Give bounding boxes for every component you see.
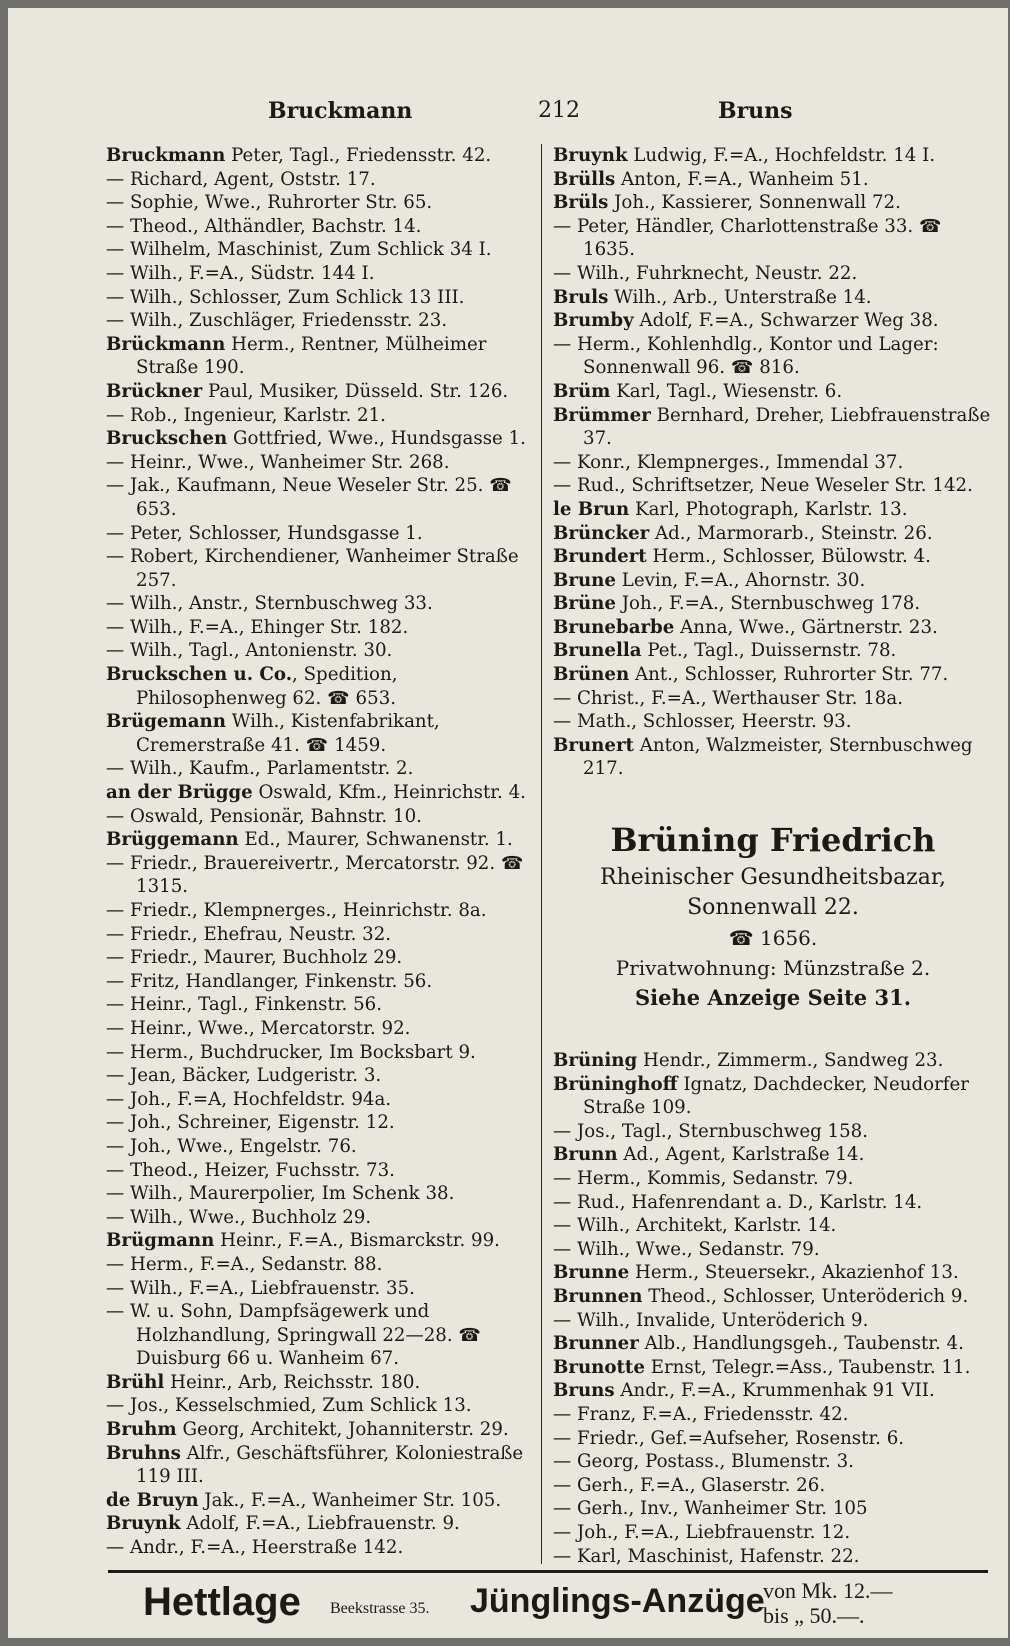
- entry-details: — Friedr., Ehefrau, Neustr. 32.: [106, 923, 392, 945]
- directory-entry: [106, 710, 536, 757]
- entry-details: Heinr., Arb, Reichsstr. 180.: [164, 1371, 421, 1393]
- entry-details: — Wilh., Tagl., Antonienstr. 30.: [106, 640, 393, 662]
- advert-box: [553, 817, 993, 1013]
- entry-surname: Bruns: [553, 1380, 615, 1402]
- directory-entry: [106, 781, 536, 805]
- entry-details: — Heinr., Wwe., Wanheimer Str. 268.: [106, 451, 450, 473]
- directory-entry: [106, 639, 536, 663]
- directory-entry: [553, 1403, 993, 1427]
- directory-entry: [553, 545, 993, 569]
- directory-entry: [106, 1064, 536, 1088]
- directory-entry: [553, 1285, 993, 1309]
- entry-details: — Wilh., F.=A., Südstr. 144 I.: [106, 262, 375, 284]
- entry-details: — Herm., Buchdrucker, Im Bocksbart 9.: [106, 1041, 476, 1063]
- entry-details: Pet., Tagl., Duissernstr. 78.: [641, 640, 897, 662]
- directory-entry: [553, 191, 993, 215]
- entry-surname: Brunn: [553, 1144, 618, 1166]
- entry-surname: Brumby: [553, 310, 634, 332]
- entry-details: — Joh., F.=A., Liebfrauenstr. 12.: [553, 1521, 851, 1543]
- entry-details: — Theod., Althändler, Bachstr. 14.: [106, 215, 422, 237]
- entry-details: Herm., Schlosser, Bülowstr. 4.: [646, 546, 931, 568]
- directory-entry: [553, 309, 993, 333]
- directory-entry: [553, 1191, 993, 1215]
- entry-details: Paul, Musiker, Düsseld. Str. 126.: [202, 380, 509, 402]
- entry-surname: Bruynk: [106, 1513, 181, 1535]
- entry-details: — Peter, Händler, Charlottenstraße 33. ☎ 1635.: [553, 215, 942, 261]
- entry-surname: Brügmann: [106, 1230, 215, 1252]
- entry-surname: le Brun: [553, 498, 630, 520]
- entry-details: — Rob., Ingenieur, Karlstr. 21.: [106, 404, 386, 426]
- entry-surname: Brüls: [553, 192, 609, 214]
- directory-entry: [553, 1073, 993, 1120]
- directory-entry: [553, 1309, 993, 1333]
- entry-details: Ad., Marmorarb., Steinstr. 26.: [649, 522, 933, 544]
- entry-surname: Bruls: [553, 286, 609, 308]
- entry-details: — Friedr., Gef.=Aufseher, Rosenstr. 6.: [553, 1427, 905, 1449]
- entry-details: — Rud., Schriftsetzer, Neue Weseler Str. 142.: [553, 475, 973, 497]
- entry-details: — Wilh., F.=A., Ehinger Str. 182.: [106, 616, 409, 638]
- entry-details: — Herm., Kohlenhdlg., Kontor und Lager: Sonnenwall 96. ☎ 816.: [553, 333, 939, 379]
- entry-details: — Wilh., F.=A., Liebfrauenstr. 35.: [106, 1277, 415, 1299]
- entry-details: — Karl, Maschinist, Hafenstr. 22.: [553, 1545, 860, 1567]
- directory-entry: [553, 1261, 993, 1285]
- entry-details: — Herm., F.=A., Sedanstr. 88.: [106, 1253, 383, 1275]
- advert-line2: Sonnenwall 22.: [687, 895, 859, 921]
- entry-details: — Wilh., Wwe., Sedanstr. 79.: [553, 1238, 820, 1260]
- entry-details: Ignatz, Dachdecker, Neudorfer Straße 109.: [583, 1073, 969, 1119]
- entry-details: Wilh., Kistenfabrikant, Cremerstraße 41. ☎ 1459.: [136, 711, 440, 756]
- entry-details: — Math., Schlosser, Heerstr. 93.: [553, 711, 852, 733]
- entry-surname: Brunotte: [553, 1356, 645, 1378]
- entry-details: Georg, Architekt, Johanniterstr. 29.: [176, 1419, 509, 1441]
- page-header: [108, 98, 988, 138]
- entry-details: — Franz, F.=A., Friedensstr. 42.: [553, 1403, 849, 1425]
- entry-details: — Oswald, Pensionär, Bahnstr. 10.: [106, 805, 422, 827]
- directory-entry: [106, 427, 536, 451]
- entry-details: Wilh., Arb., Unterstraße 14.: [608, 286, 872, 308]
- entry-surname: Brühl: [106, 1371, 165, 1393]
- directory-entry: [553, 1214, 993, 1238]
- entry-surname: Bruckmann: [106, 145, 226, 166]
- directory-entry: [106, 970, 536, 994]
- entry-surname: Brüne: [553, 593, 616, 615]
- footer-rule: [108, 1570, 988, 1573]
- directory-entry: [106, 191, 536, 215]
- entry-details: Gottfried, Wwe., Hundsgasse 1.: [227, 428, 526, 450]
- directory-entry: [106, 993, 536, 1017]
- entry-details: — Theod., Heizer, Fuchsstr. 73.: [106, 1159, 395, 1181]
- directory-entry: [553, 687, 993, 711]
- entry-details: — Friedr., Klempnerges., Heinrichstr. 8a.: [106, 900, 487, 921]
- directory-entry: [106, 333, 536, 380]
- entry-details: Alb., Handlungsgeh., Taubenstr. 4.: [638, 1333, 964, 1355]
- directory-entry: [106, 309, 536, 333]
- entry-details: Ed., Maurer, Schwanenstr. 1.: [238, 829, 513, 851]
- directory-entry: [106, 1111, 536, 1135]
- entry-details: Karl, Tagl., Wiesenstr. 6.: [610, 380, 843, 402]
- directory-entry: [106, 757, 536, 781]
- entry-surname: Bruhns: [106, 1442, 181, 1464]
- directory-entry: [106, 592, 536, 616]
- directory-entry: [553, 1474, 993, 1498]
- entry-details: — Joh., Wwe., Engelstr. 76.: [106, 1135, 357, 1157]
- entry-surname: Brünen: [553, 664, 630, 686]
- directory-entry: [106, 923, 536, 947]
- entry-details: — Heinr., Wwe., Mercatorstr. 92.: [106, 1017, 411, 1039]
- directory-entry: [106, 1512, 536, 1536]
- entry-surname: Brunebarbe: [553, 616, 675, 638]
- entry-details: — Gerh., Inv., Wanheimer Str. 105: [553, 1498, 868, 1520]
- advert-see: Siehe Anzeige Seite 31.: [634, 985, 912, 1011]
- advert-title: Brüning Friedrich: [610, 821, 936, 860]
- directory-entry: [553, 144, 993, 168]
- entry-details: — Joh., Schreiner, Eigenstr. 12.: [106, 1112, 395, 1134]
- entry-details: — Rud., Hafenrendant a. D., Karlstr. 14.: [553, 1191, 923, 1213]
- directory-entry: [553, 262, 993, 286]
- entry-details: — Jos., Tagl., Sternbuschweg 158.: [553, 1120, 869, 1142]
- entry-details: — Wilh., Maurerpolier, Im Schenk 38.: [106, 1183, 455, 1205]
- entry-details: Ant., Schlosser, Ruhrorter Str. 77.: [629, 664, 949, 686]
- directory-entry: [106, 663, 536, 710]
- entry-details: — W. u. Sohn, Dampfsägewerk und Holzhandlung, Springwall 22—28. ☎ Duisburg 66 u. Wanheim 67.: [106, 1301, 482, 1370]
- directory-entry: [106, 852, 536, 899]
- entry-details: — Jak., Kaufmann, Neue Weseler Str. 25. ☎ 653.: [106, 475, 512, 520]
- entry-details: — Heinr., Tagl., Finkenstr. 56.: [106, 994, 382, 1016]
- directory-entry: [553, 569, 993, 593]
- directory-entry: [106, 262, 536, 286]
- directory-entry: [553, 522, 993, 546]
- directory-entry: [553, 380, 993, 404]
- entry-details: Herm., Steuersekr., Akazienhof 13.: [629, 1262, 959, 1284]
- directory-entry: [106, 286, 536, 310]
- entry-surname: Brüncker: [553, 522, 650, 544]
- entry-surname: Brüggemann: [106, 829, 239, 851]
- entry-details: — Friedr., Maurer, Buchholz 29.: [106, 947, 403, 969]
- directory-entry: [553, 168, 993, 192]
- entry-details: Andr., F.=A., Krummenhak 91 VII.: [614, 1380, 935, 1402]
- directory-entry: [553, 1049, 993, 1073]
- directory-entry: [106, 215, 536, 239]
- directory-entry: [553, 474, 993, 498]
- footer-headline: Jünglings-Anzüge: [470, 1582, 765, 1620]
- entry-surname: Brunella: [553, 640, 642, 662]
- directory-entry: [553, 215, 993, 262]
- entry-details: — Sophie, Wwe., Ruhrorter Str. 65.: [106, 192, 433, 214]
- entry-details: Ludwig, F.=A., Hochfeldstr. 14 I.: [627, 145, 936, 166]
- header-right-keyword: Bruns: [718, 98, 793, 124]
- entry-surname: Brückmann: [106, 333, 226, 355]
- entry-details: Anna, Wwe., Gärtnerstr. 23.: [674, 616, 938, 638]
- directory-entry: [106, 404, 536, 428]
- directory-entry: [553, 1427, 993, 1451]
- entry-details: Hendr., Zimmerm., Sandweg 23.: [637, 1050, 944, 1072]
- entry-details: Alfr., Geschäftsführer, Koloniestraße 119 III.: [136, 1442, 524, 1488]
- footer-address: Beekstrasse 35.: [330, 1600, 430, 1617]
- entry-details: Jak., F.=A., Wanheimer Str. 105.: [198, 1489, 502, 1511]
- footer-brand: Hettlage: [143, 1580, 301, 1624]
- directory-entry: [106, 522, 536, 546]
- advert-line1: Rheinischer Gesundheitsbazar,: [600, 865, 946, 891]
- directory-entry: [106, 1041, 536, 1065]
- entry-details: — Peter, Schlosser, Hundsgasse 1.: [106, 522, 423, 544]
- entry-details: Levin, F.=A., Ahornstr. 30.: [615, 569, 866, 591]
- entry-surname: Brüning: [553, 1050, 638, 1072]
- directory-entry: [106, 1442, 536, 1489]
- entry-details: — Wilh., Fuhrknecht, Neustr. 22.: [553, 262, 858, 284]
- directory-entry: [106, 451, 536, 475]
- directory-entry: [106, 1300, 536, 1371]
- directory-entry: [553, 663, 993, 687]
- entry-details: — Wilh., Kaufm., Parlamentstr. 2.: [106, 758, 414, 780]
- entry-details: — Jos., Kesselschmied, Zum Schlick 13.: [106, 1395, 472, 1417]
- entry-details: — Andr., F.=A., Heerstraße 142.: [106, 1537, 404, 1559]
- directory-entry: [106, 1277, 536, 1301]
- entry-details: Bernhard, Dreher, Liebfrauenstraße 37.: [583, 404, 991, 450]
- entry-surname: Bruhm: [106, 1419, 177, 1441]
- directory-entry: [553, 1356, 993, 1380]
- footer-price-line1: von Mk. 12.—: [763, 1578, 893, 1603]
- entry-details: — Wilh., Schlosser, Zum Schlick 13 III.: [106, 286, 465, 308]
- directory-entry: [106, 545, 536, 592]
- directory-entry: [106, 1394, 536, 1418]
- directory-entry: [553, 1143, 993, 1167]
- header-left-keyword: Bruckmann: [268, 98, 413, 124]
- directory-entry: [106, 1159, 536, 1183]
- entry-details: — Georg, Postass., Blumenstr. 3.: [553, 1451, 854, 1473]
- directory-entry: [106, 1017, 536, 1041]
- entry-details: — Friedr., Brauereivertr., Mercatorstr. 92. ☎ 1315.: [106, 852, 524, 898]
- column-divider: [541, 144, 542, 1564]
- entry-details: Peter, Tagl., Friedensstr. 42.: [225, 145, 492, 166]
- directory-entry: [553, 1545, 993, 1569]
- directory-entry: [553, 616, 993, 640]
- footer-advert: [108, 1578, 988, 1638]
- entry-surname: Bruynk: [553, 145, 628, 166]
- entry-details: Anton, F.=A., Wanheim 51.: [615, 168, 869, 190]
- entry-details: — Konr., Klempnerges., Immendal 37.: [553, 451, 904, 473]
- directory-entry: [553, 498, 993, 522]
- entry-details: — Richard, Agent, Oststr. 17.: [106, 168, 376, 190]
- directory-entry: [106, 238, 536, 262]
- entry-details: Karl, Photograph, Karlstr. 13.: [629, 498, 908, 520]
- directory-entry: [553, 1497, 993, 1521]
- entry-details: — Herm., Kommis, Sedanstr. 79.: [553, 1168, 854, 1189]
- directory-entry: [553, 1120, 993, 1144]
- directory-entry: [553, 1521, 993, 1545]
- entry-details: Theod., Schlosser, Unteröderich 9.: [642, 1285, 969, 1307]
- entry-surname: Brune: [553, 569, 616, 591]
- entry-surname: de Bruyn: [106, 1489, 199, 1511]
- entry-surname: Brüm: [553, 380, 611, 402]
- entry-details: — Robert, Kirchendiener, Wanheimer Straße 257.: [106, 546, 519, 591]
- entry-details: — Wilhelm, Maschinist, Zum Schlick 34 I.: [106, 239, 492, 261]
- entry-details: — Joh., F.=A, Hochfeldstr. 94a.: [106, 1088, 392, 1110]
- entry-details: Ad., Agent, Karlstraße 14.: [617, 1144, 865, 1166]
- entry-details: , Spedition, Philosophenweg 62. ☎ 653.: [136, 664, 398, 709]
- directory-entry: [106, 1229, 536, 1253]
- entry-details: — Fritz, Handlanger, Finkenstr. 56.: [106, 970, 433, 992]
- directory-entry: [553, 1379, 993, 1403]
- entry-surname: Bruckschen u. Co.: [106, 664, 293, 686]
- advert-private: Privatwohnung: Münzstraße 2.: [615, 956, 931, 981]
- right-column-top: [553, 144, 993, 781]
- directory-entry: [106, 1253, 536, 1277]
- entry-details: — Christ., F.=A., Werthauser Str. 18a.: [553, 687, 903, 709]
- entry-surname: Brückner: [106, 380, 203, 402]
- directory-entry: [553, 286, 993, 310]
- directory-entry: [106, 616, 536, 640]
- entry-details: Oswald, Kfm., Heinrichstr. 4.: [252, 782, 526, 804]
- entry-details: Adolf, F.=A., Liebfrauenstr. 9.: [180, 1513, 460, 1535]
- directory-entry: [553, 1332, 993, 1356]
- advert-phone: ☎ 1656.: [728, 926, 818, 951]
- entry-details: — Gerh., F.=A., Glaserstr. 26.: [553, 1474, 826, 1496]
- entry-details: — Wilh., Anstr., Sternbuschweg 33.: [106, 593, 433, 615]
- directory-entry: [553, 1167, 993, 1191]
- directory-entry: [553, 734, 993, 781]
- entry-details: — Wilh., Architekt, Karlstr. 14.: [553, 1215, 837, 1237]
- entry-surname: Brülls: [553, 168, 616, 190]
- entry-details: — Jean, Bäcker, Ludgeristr. 3.: [106, 1065, 382, 1087]
- footer-price: [763, 1578, 893, 1628]
- entry-surname: Bruckschen: [106, 428, 228, 450]
- directory-entry: [553, 1450, 993, 1474]
- entry-surname: Brümmer: [553, 404, 651, 426]
- footer-price-line2: bis „ 50.—.: [763, 1603, 865, 1628]
- entry-surname: Brüninghoff: [553, 1073, 678, 1095]
- directory-entry: [553, 1238, 993, 1262]
- directory-entry: [553, 451, 993, 475]
- entry-surname: Brunnen: [553, 1285, 643, 1307]
- entry-details: Ernst, Telegr.=Ass., Taubenstr. 11.: [644, 1356, 971, 1378]
- directory-entry: [106, 1088, 536, 1112]
- directory-entry: [106, 946, 536, 970]
- entry-details: Anton, Walzmeister, Sternbuschweg 217.: [583, 734, 973, 780]
- directory-entry: [106, 144, 536, 168]
- entry-details: Joh., F.=A., Sternbuschweg 178.: [615, 593, 921, 615]
- entry-surname: Brunert: [553, 734, 634, 756]
- directory-entry: [553, 333, 993, 380]
- entry-surname: Brügemann: [106, 711, 226, 733]
- entry-surname: Brundert: [553, 546, 647, 568]
- directory-entry: [106, 1418, 536, 1442]
- entry-details: — Wilh., Invalide, Unteröderich 9.: [553, 1309, 869, 1331]
- page-number: 212: [538, 98, 580, 123]
- directory-entry: [106, 1536, 536, 1560]
- entry-details: Herm., Rentner, Mülheimer Straße 190.: [136, 333, 487, 379]
- directory-entry: [106, 899, 536, 923]
- directory-entry: [106, 828, 536, 852]
- directory-entry: [553, 404, 993, 451]
- entry-details: Adolf, F.=A., Schwarzer Weg 38.: [633, 310, 939, 332]
- right-column-bottom: [553, 1049, 993, 1568]
- entry-details: Heinr., F.=A., Bismarckstr. 99.: [214, 1230, 500, 1252]
- entry-surname: an der Brügge: [106, 782, 253, 804]
- entry-details: — Wilh., Wwe., Buchholz 29.: [106, 1206, 372, 1228]
- entry-surname: Brunne: [553, 1262, 630, 1284]
- directory-entry: [106, 1489, 536, 1513]
- directory-entry: [106, 474, 536, 521]
- directory-entry: [553, 592, 993, 616]
- directory-entry: [106, 1182, 536, 1206]
- directory-entry: [106, 380, 536, 404]
- right-column: [553, 144, 993, 1568]
- directory-entry: [106, 805, 536, 829]
- directory-entry: [106, 1371, 536, 1395]
- entry-details: Joh., Kassierer, Sonnenwall 72.: [608, 192, 901, 214]
- entry-details: — Wilh., Zuschläger, Friedensstr. 23.: [106, 310, 448, 332]
- entry-surname: Brunner: [553, 1333, 639, 1355]
- directory-entry: [553, 710, 993, 734]
- directory-entry: [106, 1206, 536, 1230]
- directory-entry: [553, 639, 993, 663]
- left-column: [106, 144, 536, 1560]
- directory-entry: [106, 1135, 536, 1159]
- directory-entry: [106, 168, 536, 192]
- directory-page: [8, 8, 1008, 1638]
